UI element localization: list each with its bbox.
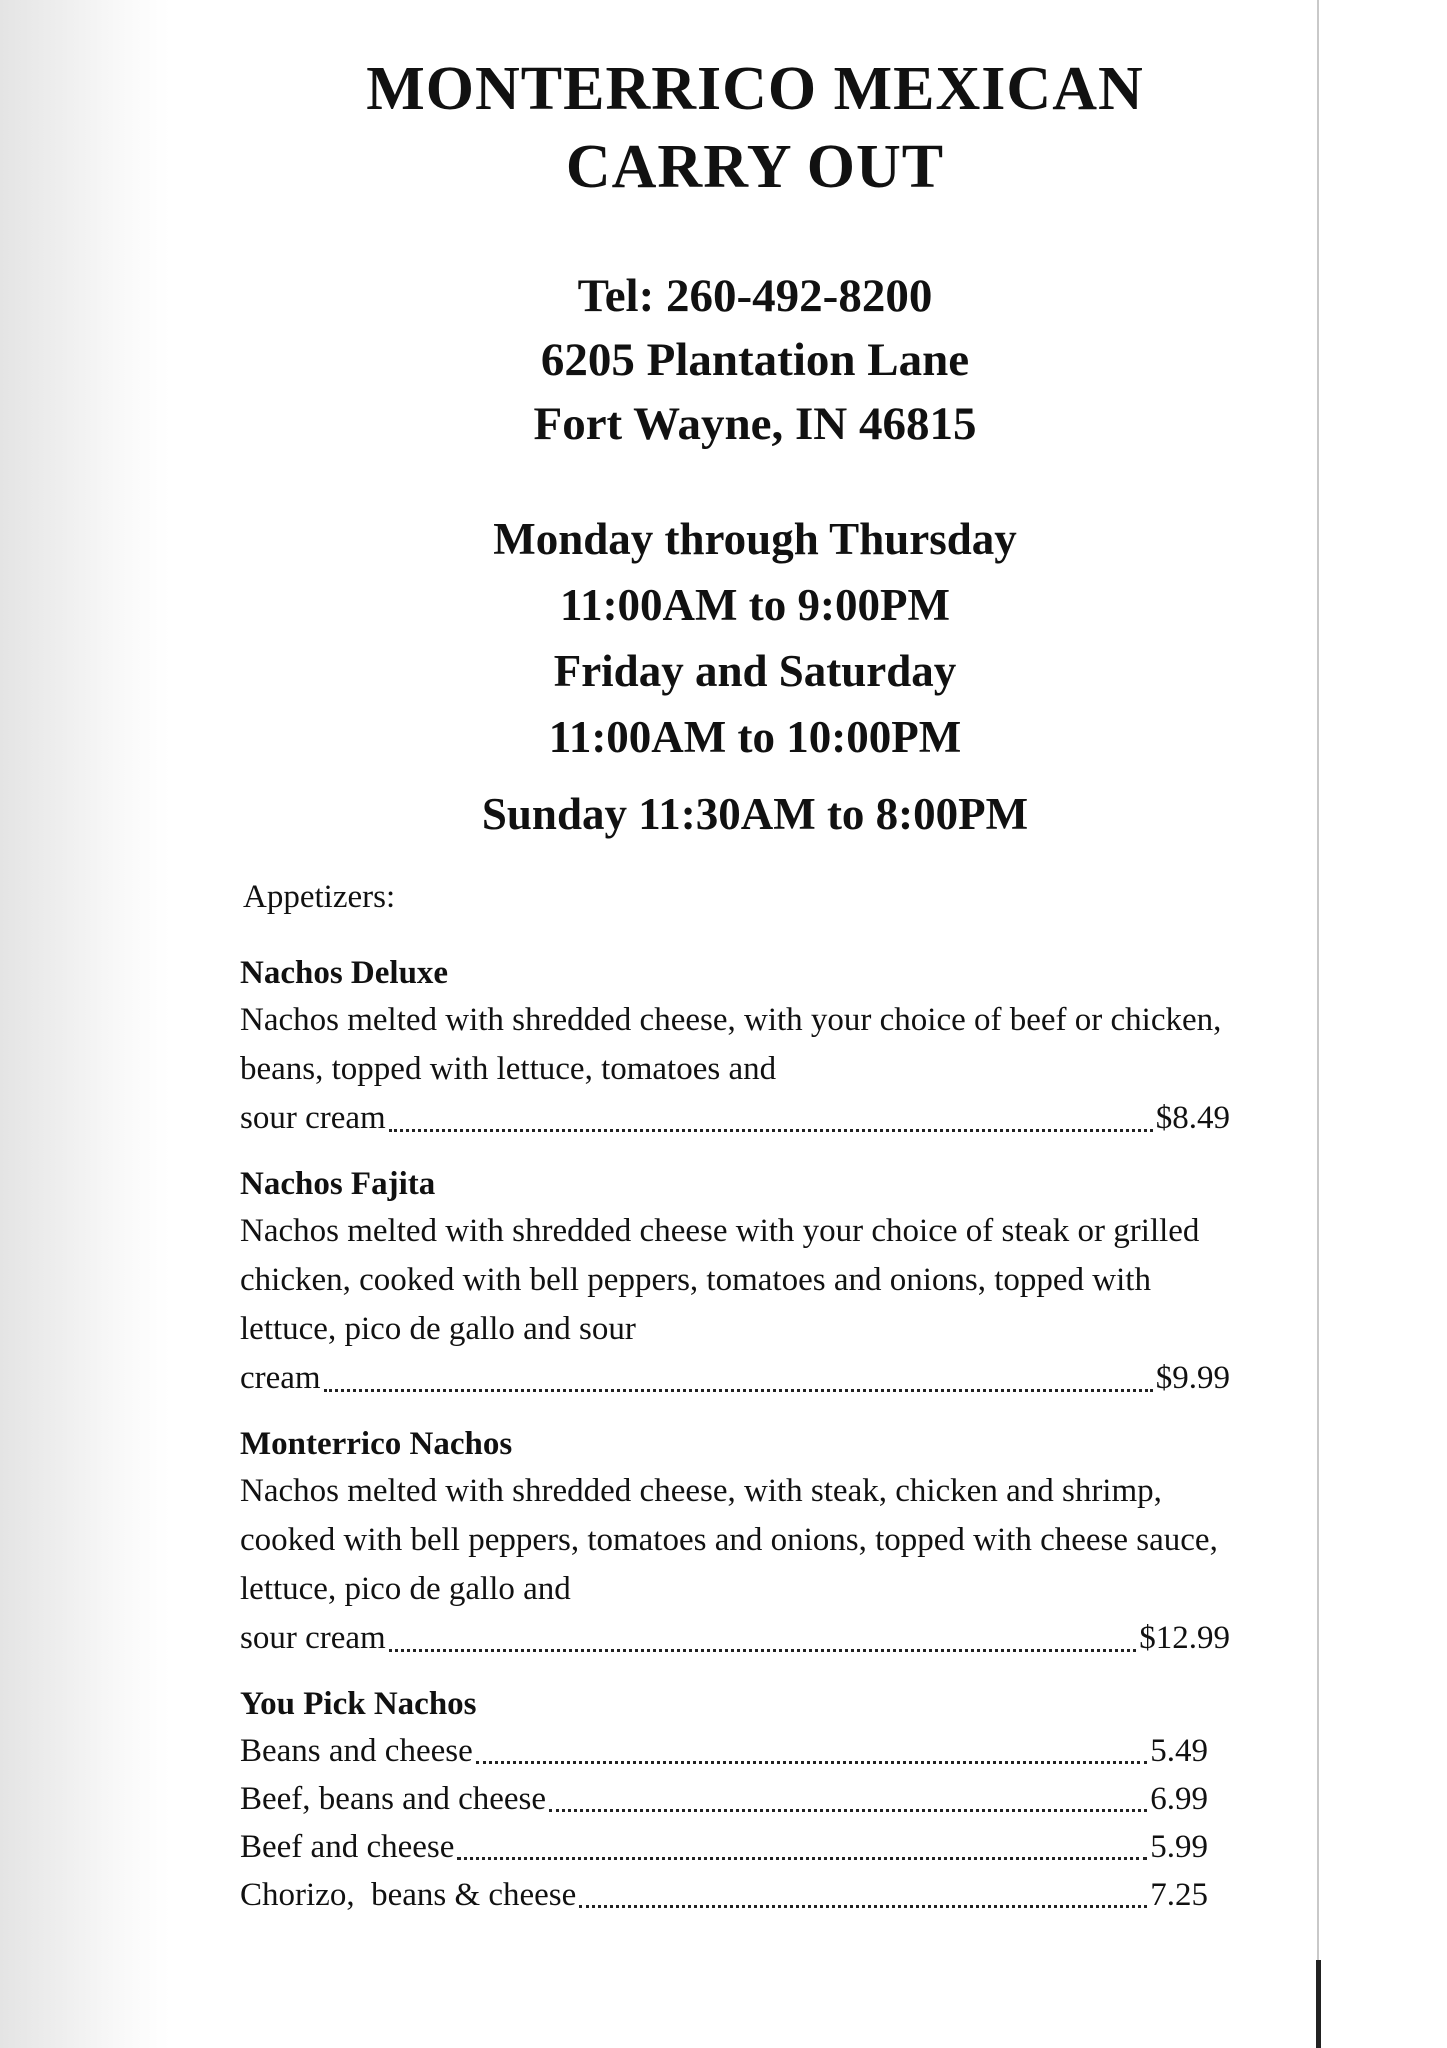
menu-item [240, 1161, 1230, 1403]
price-line [240, 1614, 1230, 1663]
weekday-label: Monday through Thursday [493, 514, 1017, 564]
sunday-hours: Sunday 11:30AM to 8:00PM [481, 789, 1029, 839]
item-description-end: sour cream [240, 1100, 386, 1136]
dot-leader [457, 1856, 1147, 1860]
restaurant-name-line2: CARRY OUT [565, 133, 945, 201]
item-description: Nachos melted with shredded cheese with your choice of steak or grilled chicken, cooked with bell peppers, tomatoes and onions, topped with lettuce, pico de gallo and sour [240, 1213, 1200, 1347]
item-name: Monterrico Nachos [240, 1426, 513, 1462]
item-description: Nachos melted with shredded cheese, with steak, chicken and shrimp, cooked with bell peppers, tomatoes and onions, topped with cheese sauce, lettuce, pico de gallo and [240, 1473, 1218, 1607]
dot-leader [324, 1388, 1153, 1392]
phone-number: Tel: 260-492-8200 [577, 270, 933, 322]
contact-info [240, 264, 1270, 456]
section-title: Appetizers: [243, 879, 396, 915]
city-address: Fort Wayne, IN 46815 [533, 398, 977, 450]
item-name: Nachos Deluxe [240, 955, 449, 991]
dot-leader [476, 1760, 1148, 1764]
item-price: $12.99 [1139, 1620, 1230, 1656]
weekday-time: 11:00AM to 9:00PM [560, 580, 950, 630]
item-name: You Pick Nachos [240, 1686, 477, 1722]
choice-label: Beans and cheese [240, 1733, 473, 1769]
dot-leader [389, 1648, 1137, 1652]
menu-item [240, 950, 1230, 1143]
weekend-time: 11:00AM to 10:00PM [548, 712, 962, 762]
item-description: Nachos melted with shredded cheese, with your choice of beef or chicken, beans, topped with lettuce, tomatoes and [240, 1002, 1222, 1087]
price-line [240, 1354, 1230, 1403]
dot-leader [549, 1808, 1147, 1812]
dot-leader [389, 1128, 1153, 1132]
street-address: 6205 Plantation Lane [540, 334, 970, 386]
restaurant-name [240, 50, 1270, 206]
choice-price: 5.99 [1150, 1829, 1208, 1865]
item-price: $9.99 [1155, 1360, 1230, 1396]
choice-row [240, 1871, 1208, 1919]
menu-item-you-pick [240, 1681, 1230, 1919]
choice-label: Beef, beans and cheese [240, 1781, 547, 1817]
restaurant-name-line1: MONTERRICO MEXICAN [366, 55, 1144, 123]
choice-price: 7.25 [1150, 1877, 1208, 1913]
weekend-label: Friday and Saturday [553, 646, 957, 696]
choice-list [240, 1727, 1208, 1919]
opening-hours [240, 506, 1270, 847]
price-line [240, 1094, 1230, 1143]
choice-row [240, 1823, 1208, 1871]
dot-leader [579, 1904, 1147, 1908]
choice-row [240, 1727, 1208, 1775]
choice-label: Chorizo, beans & cheese [240, 1877, 577, 1913]
menu-item [240, 1421, 1230, 1663]
menu-items [240, 950, 1230, 1937]
item-description-end: cream [240, 1360, 321, 1396]
choice-label: Beef and cheese [240, 1829, 455, 1865]
item-name: Nachos Fajita [240, 1166, 436, 1202]
item-price: $8.49 [1155, 1100, 1230, 1136]
choice-row [240, 1775, 1208, 1823]
item-description-end: sour cream [240, 1620, 386, 1656]
choice-price: 6.99 [1150, 1781, 1208, 1817]
choice-price: 5.49 [1150, 1733, 1208, 1769]
